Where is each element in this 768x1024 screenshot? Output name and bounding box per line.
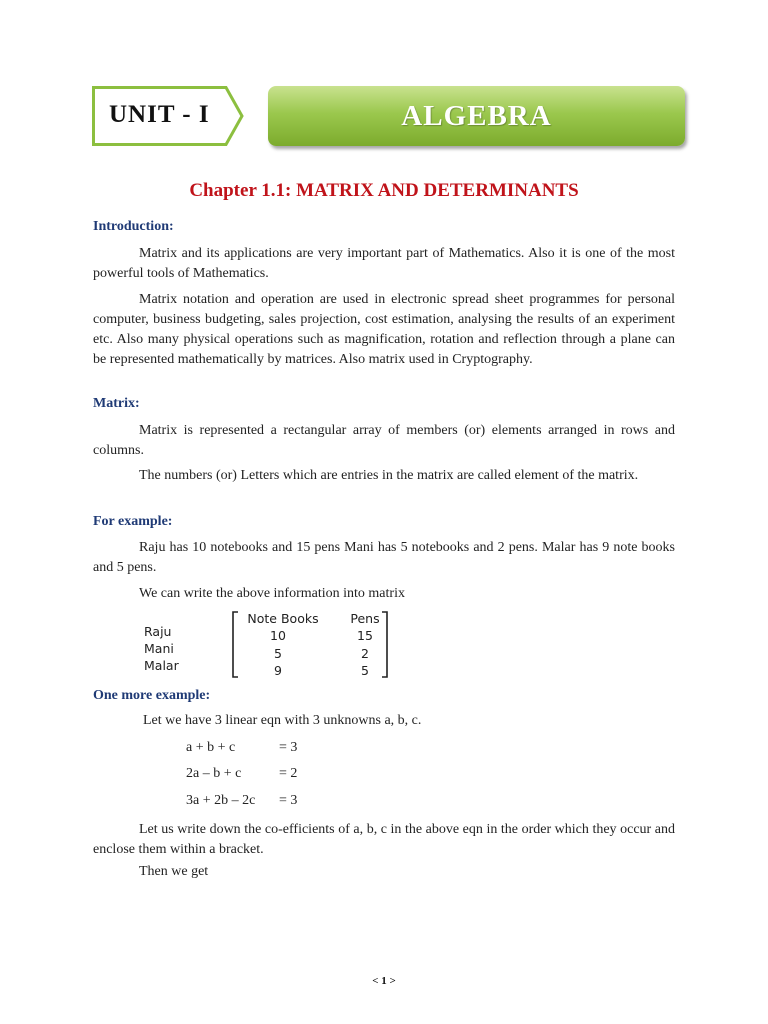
matrix-paragraph-1: Matrix is represented a rectangular array of members (or) elements arranged in rows and columns. <box>93 423 675 458</box>
matrix-cell: 10 <box>270 628 286 643</box>
algebra-banner <box>268 86 685 146</box>
equation-lhs: 2a – b + c <box>186 766 242 781</box>
matrix-row-label: Malar <box>144 658 179 673</box>
matrix-cell: 2 <box>361 646 369 661</box>
introduction-heading: Introduction: <box>93 219 174 234</box>
unit-tag <box>92 86 244 146</box>
equation-lhs: 3a + 2b – 2c <box>186 793 256 808</box>
equation-lhs: a + b + c <box>186 740 236 755</box>
matrix-cell: 5 <box>361 663 369 678</box>
matrix-row-label: Mani <box>144 641 174 656</box>
more-paragraph-1: Let we have 3 linear eqn with 3 unknowns a, b, c. <box>143 713 422 728</box>
more-paragraph-2: Let us write down the co-efficients of a, b, c in the above eqn in the order which they occur and enclose them within a bracket. <box>93 822 675 857</box>
more-paragraph-3: Then we get <box>139 864 209 879</box>
one-more-example-heading: One more example: <box>93 688 211 703</box>
equation-rhs: = 2 <box>279 766 298 781</box>
equation-rhs: = 3 <box>279 740 298 755</box>
example-paragraph-2: We can write the above information into matrix <box>139 586 405 601</box>
for-example-heading: For example: <box>93 514 173 529</box>
chapter-title: Chapter 1.1: MATRIX AND DETERMINANTS <box>189 180 579 201</box>
matrix-column-header: Note Books <box>247 611 319 626</box>
matrix-row-label: Raju <box>144 624 172 639</box>
example-paragraph-1: Raju has 10 notebooks and 15 pens Mani has 5 notebooks and 2 pens. Malar has 9 note books and 5 pens. <box>93 540 675 575</box>
matrix-heading: Matrix: <box>93 396 140 411</box>
matrix-cell: 5 <box>274 646 282 661</box>
page-number: < 1 > <box>372 975 396 987</box>
matrix-paragraph-2: The numbers (or) Letters which are entries in the matrix are called element of the matrix. <box>139 468 639 483</box>
intro-paragraph-2: Matrix notation and operation are used in electronic spread sheet programmes for personal computer, business budgeting, sales projection, cost estimation, analysing the results of an experiment etc. Also many physical operations such as magnification, rotation and reflection through a plane can be represented mathematically by matrices. Also matrix used in Cryptography. <box>93 292 675 367</box>
matrix-cell: 15 <box>357 628 373 643</box>
banner-label: ALGEBRA <box>401 100 552 132</box>
equation-rhs: = 3 <box>279 793 298 808</box>
unit-label: UNIT - I <box>109 101 210 128</box>
matrix-column-header: Pens <box>350 611 380 626</box>
intro-paragraph-1: Matrix and its applications are very important part of Mathematics. Also it is one of the most powerful tools of Mathematics. <box>93 246 675 281</box>
matrix-cell: 9 <box>274 663 282 678</box>
